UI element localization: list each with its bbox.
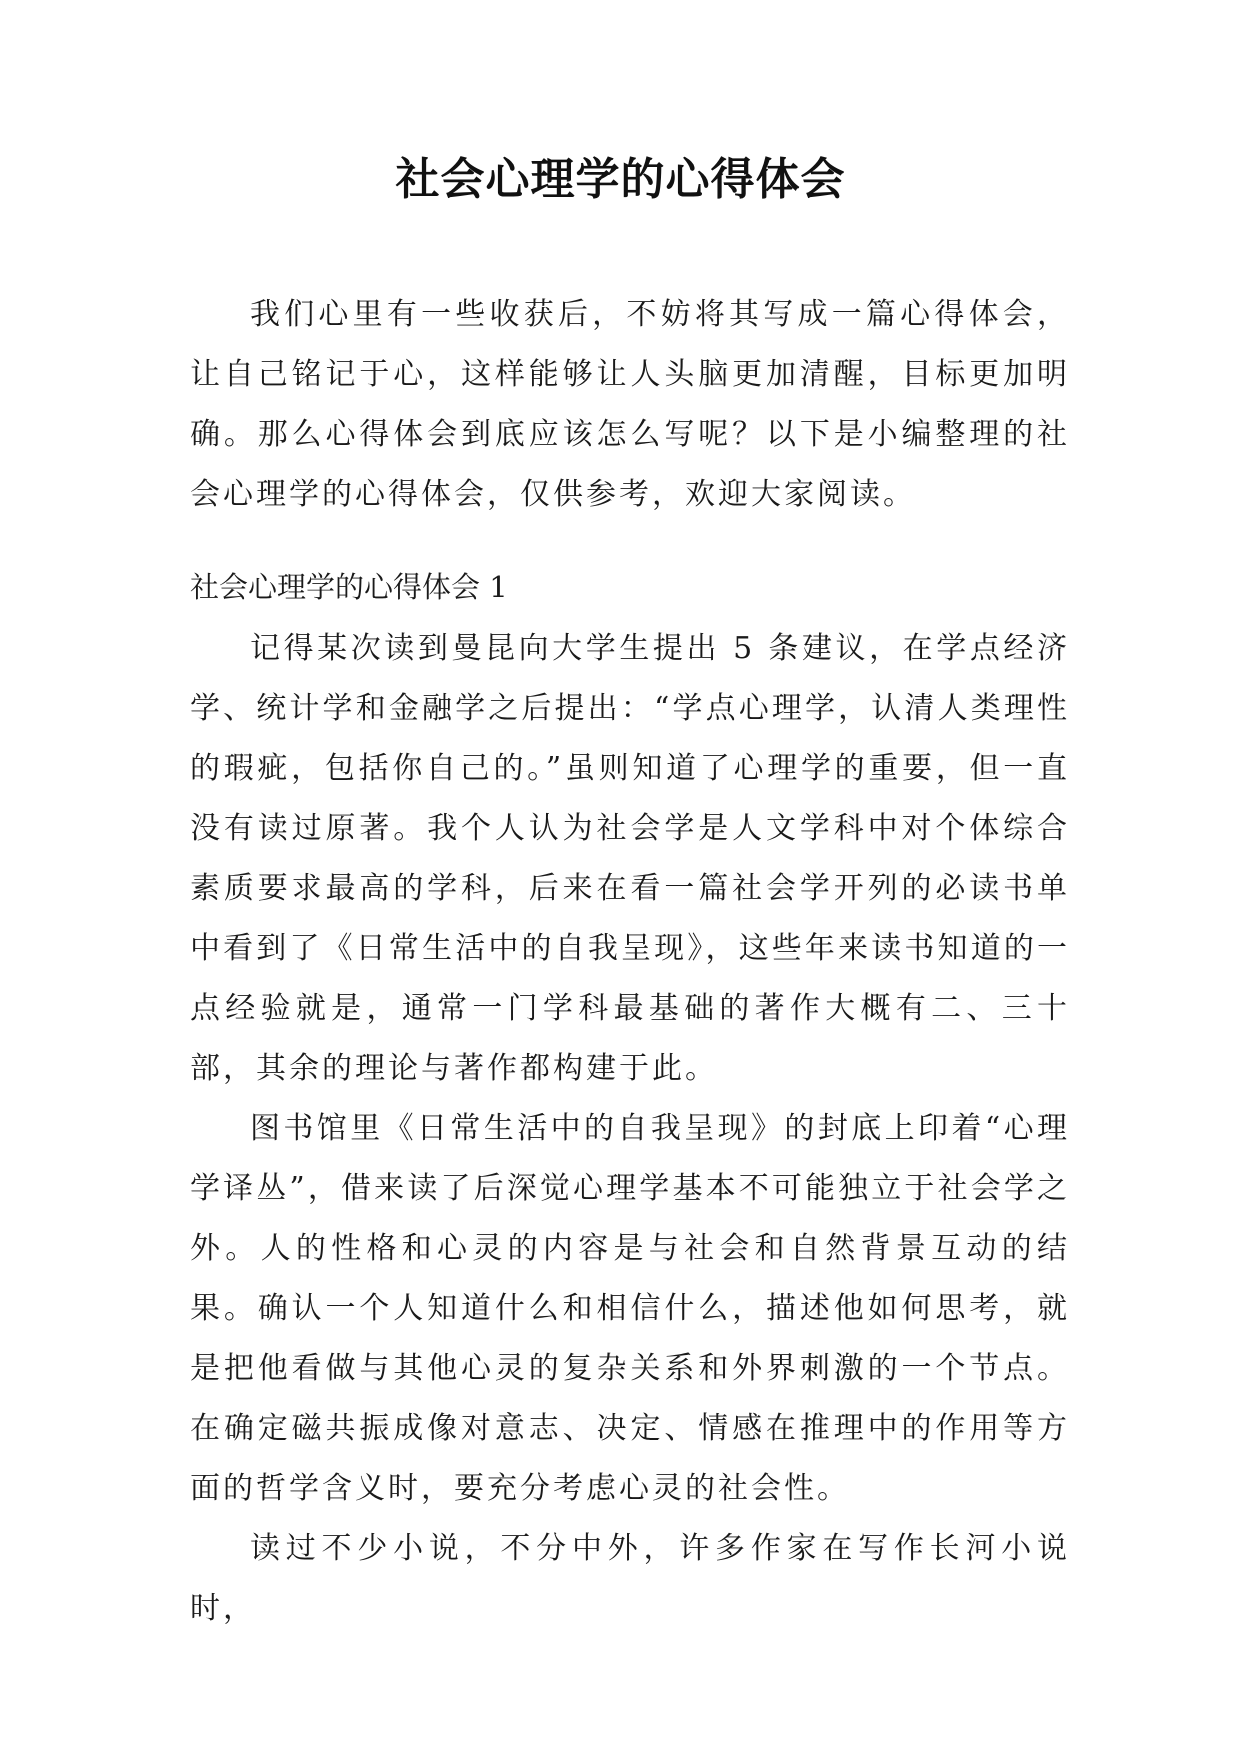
intro-paragraph: 我们心里有一些收获后，不妨将其写成一篇心得体会，让自己铭记于心，这样能够让人头脑更加清醒，目标更加明确。那么心得体会到底应该怎么写呢？以下是小编整理的社会心理学的心得体会，仅供参考，欢迎大家阅读。 <box>190 297 1070 512</box>
body-paragraph-2: 图书馆里《日常生活中的自我呈现》的封底上印着“心理学译丛”，借来读了后深觉心理学基本不可能独立于社会学之外。人的性格和心灵的内容是与社会和自然背景互动的结果。确认一个人知道什么和相信什么，描述他如何思考，就是把他看做与其他心灵的复杂关系和外界刺激的一个节点。在确定磁共振成像对意志、决定、情感在推理中的作用等方面的哲学含义时，要充分考虑心灵的社会性。 <box>190 1111 1070 1506</box>
section-heading: 社会心理学的心得体会 1 <box>190 570 508 604</box>
body-paragraph-3: 读过不少小说，不分中外，许多作家在写作长河小说时， <box>190 1531 1070 1626</box>
document-title: 社会心理学的心得体会 <box>395 154 846 205</box>
document-body <box>190 285 1070 1639</box>
body-paragraph-1: 记得某次读到曼昆向大学生提出 5 条建议，在学点经济学、统计学和金融学之后提出：“学点心理学，认清人类理性的瑕疵，包括你自己的。”虽则知道了心理学的重要，但一直没有读过原著。我个人认为社会学是人文学科中对个体综合素质要求最高的学科，后来在看一篇社会学开列的必读书单中看到了《日常生活中的自我呈现》，这些年来读书知道的一点经验就是，通常一门学科最基础的著作大概有二、三十部，其余的理论与著作都构建于此。 <box>190 631 1070 1086</box>
